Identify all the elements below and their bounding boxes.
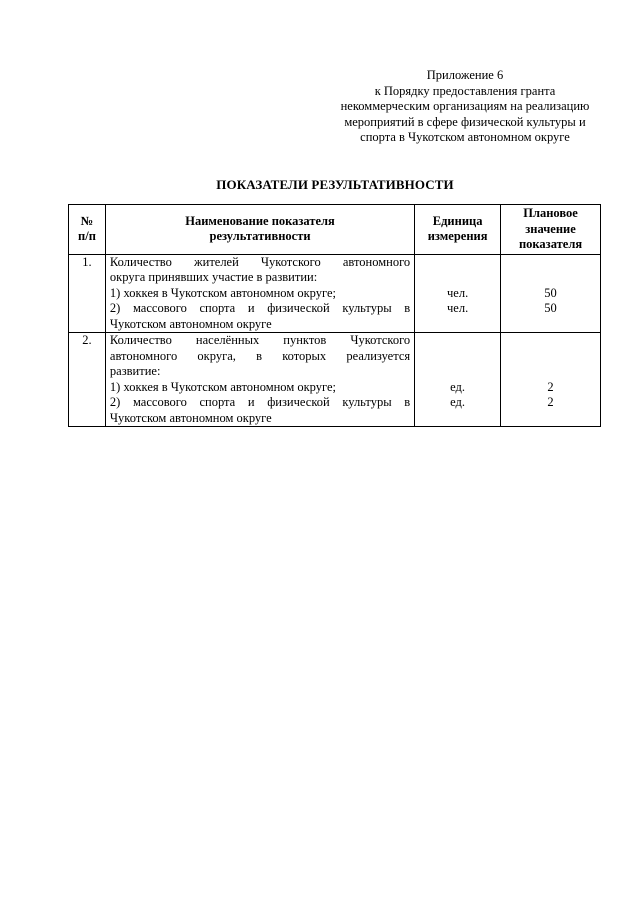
document-title: ПОКАЗАТЕЛИ РЕЗУЛЬТАТИВНОСТИ xyxy=(216,177,454,192)
planned-value-cell xyxy=(501,333,601,427)
header-line: Наименование показателя xyxy=(185,213,335,228)
planned-value-cell xyxy=(501,254,601,333)
appendix-line: мероприятий в сфере физической культуры и xyxy=(344,114,586,129)
planned-value: 50 xyxy=(544,301,557,315)
header-number xyxy=(69,205,106,255)
header-line: показателя xyxy=(518,237,583,251)
unit-value: ед. xyxy=(450,395,466,409)
table-row xyxy=(69,333,601,427)
header-unit xyxy=(415,205,501,255)
indicator-line: автономного округа, в которых реализуется xyxy=(109,348,411,363)
indicator-line: Чукотском автономном округе xyxy=(109,316,272,331)
appendix-line: Приложение 6 xyxy=(426,68,504,82)
planned-value: 2 xyxy=(547,379,554,394)
appendix-line: спорта в Чукотском автономном округе xyxy=(360,130,570,144)
unit-value: чел. xyxy=(447,285,469,300)
unit-value: чел. xyxy=(447,301,469,315)
indicator-line: округа принявших участие в развитии: xyxy=(109,270,318,284)
indicators-table xyxy=(68,204,601,427)
appendix-note xyxy=(330,68,600,146)
header-line: значение xyxy=(525,221,576,236)
unit-cell xyxy=(415,254,501,333)
indicator-line: 2) массового спорта и физической культуры в xyxy=(109,301,411,315)
header-planned-value xyxy=(501,205,601,255)
planned-value: 50 xyxy=(544,285,557,300)
table-row xyxy=(69,254,601,333)
table-header-row xyxy=(69,205,601,255)
indicator-line: Чукотском автономном округе xyxy=(109,410,272,425)
unit-value: ед. xyxy=(450,379,466,394)
indicator-name xyxy=(105,254,414,333)
unit-cell xyxy=(415,333,501,427)
indicator-line: 1) хоккея в Чукотском автономном округе; xyxy=(109,379,336,394)
header-indicator-name xyxy=(105,205,414,255)
row-number: 2. xyxy=(69,333,106,427)
header-line: Единица xyxy=(432,213,483,228)
header-line: Плановое xyxy=(523,206,578,220)
header-line: измерения xyxy=(427,229,488,244)
indicator-line: 1) хоккея в Чукотском автономном округе; xyxy=(109,285,336,300)
indicator-line: Количество жителей Чукотского автономного xyxy=(109,254,411,269)
appendix-line: некоммерческим организациям на реализацию xyxy=(340,99,590,113)
indicator-name xyxy=(105,333,414,427)
appendix-line: к Порядку предоставления гранта xyxy=(374,83,556,98)
header-line: п/п xyxy=(78,229,96,244)
planned-value: 2 xyxy=(547,395,554,409)
row-number: 1. xyxy=(69,254,106,333)
indicator-line: развитие: xyxy=(109,364,161,378)
indicator-line: 2) массового спорта и физической культуры в xyxy=(109,395,411,409)
header-line: № xyxy=(80,213,94,228)
indicator-line: Количество населённых пунктов Чукотского xyxy=(109,333,411,347)
header-line: результативности xyxy=(209,229,311,244)
